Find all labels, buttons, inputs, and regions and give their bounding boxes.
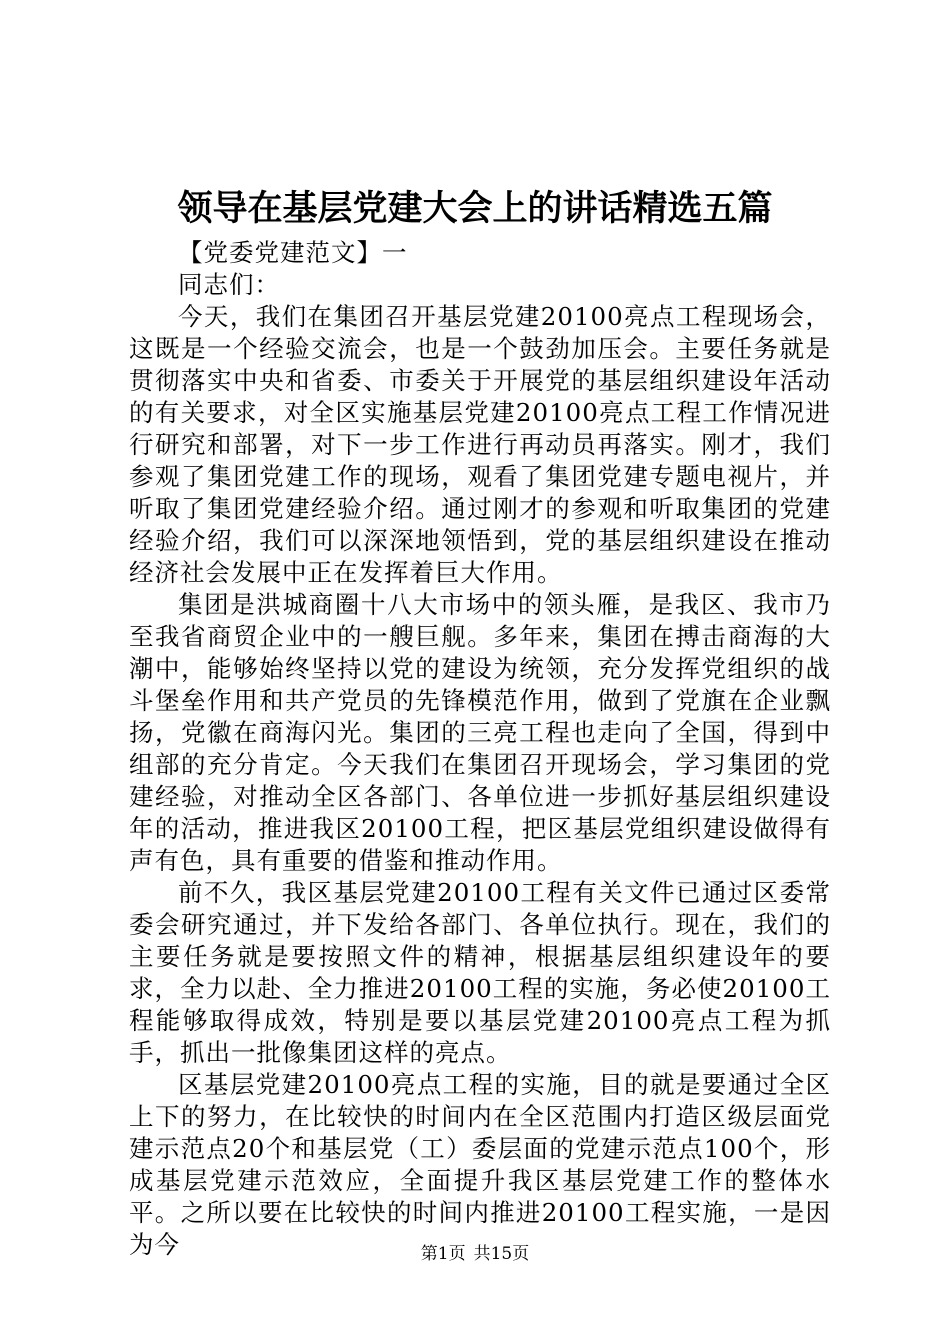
paragraph: 区基层党建20100亮点工程的实施，目的就是要通过全区上下的努力，在比较快的时间内在全区范围内打造区级层面党建示范点20个和基层党（工）委层面的党建示范点100个，形成基层党建示范效应，全面提升我区基层党建工作的整体水平。之所以要在比较快的时间内推进20100工程实施，一是因为今: [129, 1070, 831, 1259]
paragraph: 前不久，我区基层党建20100工程有关文件已通过区委常委会研究通过，并下发给各部门、各单位执行。现在，我们的主要任务就是要按照文件的精神，根据基层组织建设年的要求，全力以赴、全力推进20100工程的实施，务必使20100工程能够取得成效，特别是要以基层党建20100亮点工程为抓手，抓出一批像集团这样的亮点。: [129, 878, 831, 1067]
document-title: 领导在基层党建大会上的讲话精选五篇: [177, 188, 773, 229]
page-number-total: 共15页: [473, 1244, 530, 1264]
paragraph: 集团是洪城商圈十八大市场中的领头雁，是我区、我市乃至我省商贸企业中的一艘巨舰。多年来，集团在搏击商海的大潮中，能够始终坚持以党的建设为统领，充分发挥党组织的战斗堡垒作用和共产党员的先锋模范作用，做到了党旗在企业飘扬，党徽在商海闪光。集团的三亮工程也走向了全国，得到中组部的充分肯定。今天我们在集团召开现场会，学习集团的党建经验，对推动全区各部门、各单位进一步抓好基层组织建设年的活动，推进我区20100工程，把区基层党组织建设做得有声有色，具有重要的借鉴和推动作用。: [129, 590, 831, 875]
page-footer: [0, 1242, 950, 1266]
document-body: [129, 237, 831, 1261]
paragraph-salutation: 同志们：: [178, 270, 280, 299]
page-number-current: 第1页: [420, 1244, 466, 1264]
paragraph-section-label: 【党委党建范文】一: [178, 238, 408, 267]
paragraph: 今天，我们在集团召开基层党建20100亮点工程现场会，这既是一个经验交流会，也是一个鼓劲加压会。主要任务就是贯彻落实中央和省委、市委关于开展党的基层组织建设年活动的有关要求，对全区实施基层党建20100亮点工程工作情况进行研究和部署，对下一步工作进行再动员再落实。刚才，我们参观了集团党建工作的现场，观看了集团党建专题电视片，并听取了集团党建经验介绍。通过刚才的参观和听取集团的党建经验介绍，我们可以深深地领悟到，党的基层组织建设在推动经济社会发展中正在发挥着巨大作用。: [129, 302, 831, 587]
